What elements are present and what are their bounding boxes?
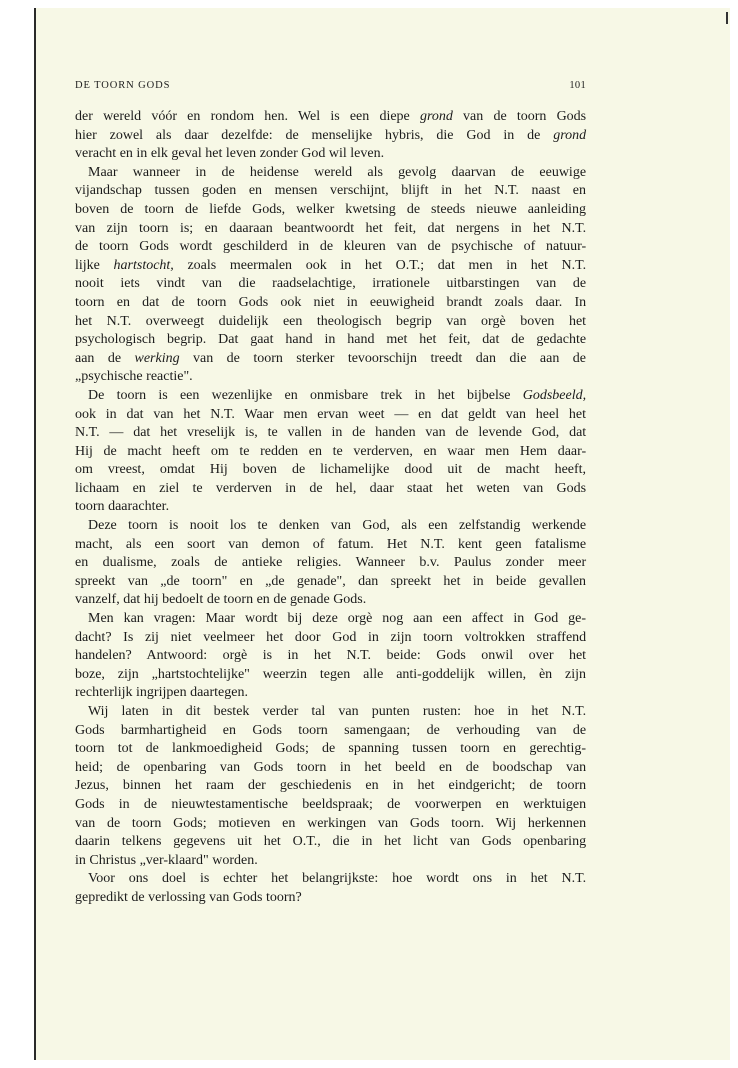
- text-line: rechterlijk ingrijpen daartegen.: [75, 685, 248, 701]
- text-line: aan de werking van de toorn sterker tevoorschijn treedt dan die aan de: [75, 350, 586, 366]
- running-title: DE TOORN GODS: [75, 80, 171, 91]
- text-line: N.T. — dat het vreselijk is, te vallen in de handen van de levende God, dat: [75, 425, 587, 441]
- text-line: vanzelf, dat hij bedoelt de toorn en de genade Gods.: [75, 592, 367, 608]
- text-line: Maar wanneer in de heidense wereld als gevolg daarvan de eeuwige: [88, 164, 587, 180]
- text-line: het N.T. overweegt duidelijk een theologisch begrip van orgè boven het: [75, 313, 587, 329]
- page-number: 101: [569, 80, 586, 91]
- text-line: handelen? Antwoord: orgè is in het N.T. beide: Gods onwil over het: [75, 648, 587, 664]
- paragraph: [75, 108, 586, 164]
- text-line: ook in dat van het N.T. Waar men ervan weet — en dat geldt van heel het: [75, 406, 587, 422]
- text-line: en dualisme, zoals de antieke religies. Wanneer b.v. Paulus zonder meer: [75, 555, 587, 571]
- text-line: lichaam en ziel te verderven in de hel, daar staat het weten van Gods: [75, 480, 587, 496]
- running-header: [75, 80, 586, 96]
- text-line: der wereld vóór en rondom hen. Wel is een diepe grond van de toorn Gods: [75, 109, 587, 124]
- text-line: gepredikt de verlossing van Gods toorn?: [75, 889, 302, 905]
- text-line: Deze toorn is nooit los te denken van God, als een zelfstandig werkende: [88, 518, 587, 534]
- text-line: Men kan vragen: Maar wordt bij deze orgè nog aan een affect in God ge-: [88, 611, 587, 627]
- text-line: Voor ons doel is echter het belangrijkste: hoe wordt ons in het N.T.: [88, 871, 587, 887]
- text-line: veracht en in elk geval het leven zonder God wil leven.: [75, 146, 385, 162]
- text-line: hier zowel als daar dezelfde: de menselijke hybris, die God in de grond: [75, 127, 587, 143]
- paragraph: [75, 703, 586, 870]
- paragraph: [75, 164, 586, 387]
- paragraph: [75, 610, 586, 703]
- text-line: van de toorn Gods; motieven en werkingen van Gods toorn. Wij herkennen: [75, 815, 587, 831]
- text-line: spreekt van „de toorn" en „de genade", dan spreekt het in beide gevallen: [75, 573, 587, 589]
- text-line: de toorn Gods wordt geschilderd in de kleuren van de psychische of natuur-: [75, 239, 587, 255]
- text-line: van zijn toorn is; en daaraan beantwoordt het feit, dat nergens in het N.T.: [75, 220, 587, 236]
- paragraph: [75, 387, 586, 517]
- text-line: dacht? Is zij niet veelmeer het door God in zijn toorn voltrokken straffend: [75, 629, 587, 645]
- text-line: in Christus „ver-klaard" worden.: [75, 852, 258, 868]
- text-line: Jezus, binnen het raam der geschiedenis en in het eindgericht; de toorn: [75, 778, 587, 794]
- text-line: nooit iets vindt van die raadselachtige, irrationele uitbarstingen van de: [75, 276, 587, 292]
- text-line: macht, als een soort van demon of fatum. Het N.T. kent geen fatalisme: [75, 536, 587, 552]
- scan-edge-mark: [726, 12, 728, 24]
- text-line: toorn en dat de toorn Gods ook niet in eeuwigheid brandt zoals daar. In: [75, 294, 587, 310]
- text-line: De toorn is een wezenlijke en onmisbare trek in het bijbelse Godsbeeld,: [88, 387, 587, 403]
- text-line: „psychische reactie".: [75, 369, 193, 385]
- text-line: Wij laten in dit bestek verder tal van punten rusten: hoe in het N.T.: [88, 704, 587, 719]
- text-line: boze, zijn „hartstochtelijke" weerzin tegen alle anti-goddelijk willen, èn zijn: [75, 666, 587, 682]
- text-line: om vreest, omdat Hij boven de lichamelijke dood uit de macht heeft,: [75, 462, 587, 478]
- text-line: Gods in de nieuwtestamentische beeldspraak; de voorwerpen en werktuigen: [75, 796, 587, 812]
- body-text: [75, 108, 586, 908]
- paragraph: [75, 517, 586, 610]
- text-line: heid; de openbaring van Gods toorn in het beeld en de boodschap van: [75, 759, 587, 775]
- text-line: daarin telkens gegevens uit het O.T., die in het licht van Gods openbaring: [75, 834, 587, 850]
- text-line: vijandschap tussen goden en mensen verschijnt, blijft in het N.T. naast en: [75, 183, 586, 199]
- text-line: toorn tot de lankmoedigheid Gods; de spanning tussen toorn en gerechtig-: [75, 741, 587, 757]
- text-line: psychologisch begrip. Dat gaat hand in hand met het feit, dat de gedachte: [75, 332, 587, 348]
- text-line: lijke hartstocht, zoals meermalen ook in het O.T.; dat men in het N.T.: [75, 257, 587, 273]
- text-line: Hij de macht heeft om te redden en te verderven, en waar men Hem daar-: [75, 443, 587, 459]
- text-line: Gods barmhartigheid en Gods toorn samengaan; de verhouding van de: [75, 722, 587, 738]
- text-line: toorn daarachter.: [75, 499, 170, 515]
- paragraph: [75, 870, 586, 907]
- text-line: boven de toorn de liefde Gods, welker kwetsing de steeds nieuwe aanleiding: [75, 201, 586, 217]
